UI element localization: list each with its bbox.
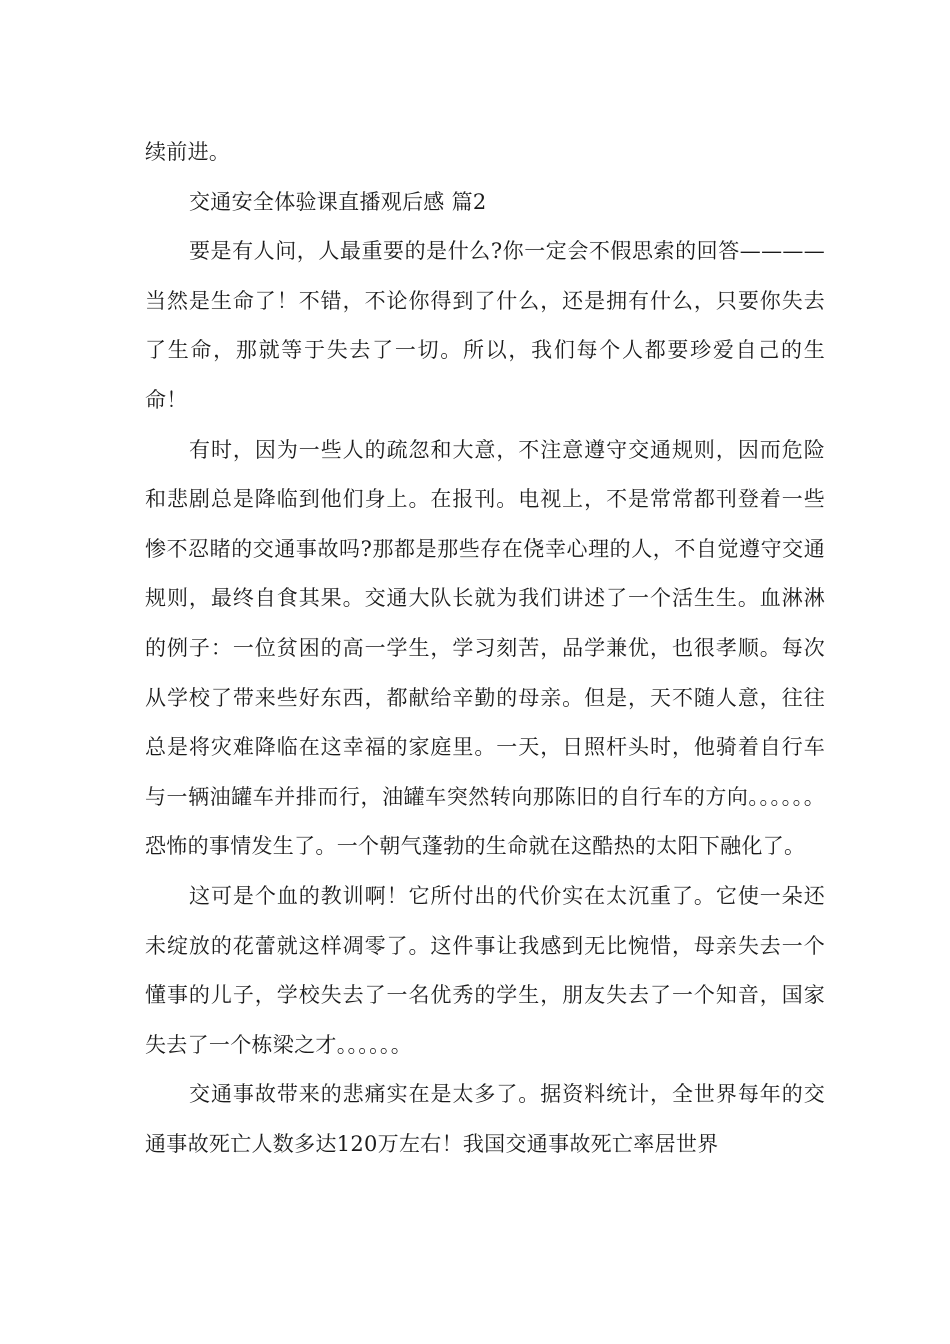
- paragraph-1: 要是有人问，人最重要的是什么?你一定会不假思索的回答————当然是生命了！不错，不论你得到了什么，还是拥有什么，只要你失去了生命，那就等于失去了一切。所以，我们每个人都要珍爱自己的生命！: [145, 239, 825, 412]
- section-heading: 交通安全体验课直播观后感 篇2: [189, 189, 487, 214]
- paragraph-4: 交通事故带来的悲痛实在是太多了。据资料统计，全世界每年的交通事故死亡人数多达120万左右！我国交通事故死亡率居世界: [145, 1082, 825, 1156]
- document-page: [145, 128, 825, 1169]
- continuation-text: 续前进。: [145, 140, 231, 164]
- paragraph-3: 这可是个血的教训啊！它所付出的代价实在太沉重了。它使一朵还未绽放的花蕾就这样凋零了。这件事让我感到无比惋惜，母亲失去一个懂事的儿子，学校失去了一名优秀的学生，朋友失去了一个知音，国家失去了一个栋梁之才。。。。。。: [145, 883, 825, 1057]
- paragraph-2: 有时，因为一些人的疏忽和大意，不注意遵守交通规则，因而危险和悲剧总是降临到他们身上。在报刊。电视上，不是常常都刊登着一些惨不忍睹的交通事故吗?那都是那些存在侥幸心理的人，不自觉遵守交通规则，最终自食其果。交通大队长就为我们讲述了一个活生生。血淋淋的例子：一位贫困的高一学生，学习刻苦，品学兼优，也很孝顺。每次从学校了带来些好东西，都献给辛勤的母亲。但是，天不随人意，往往总是将灾难降临在这幸福的家庭里。一天，日照杆头时，他骑着自行车与一辆油罐车并排而行，油罐车突然转向那陈旧的自行车的方向。。。。。。恐怖的事情发生了。一个朝气蓬勃的生命就在这酷热的太阳下融化了。: [145, 437, 825, 859]
